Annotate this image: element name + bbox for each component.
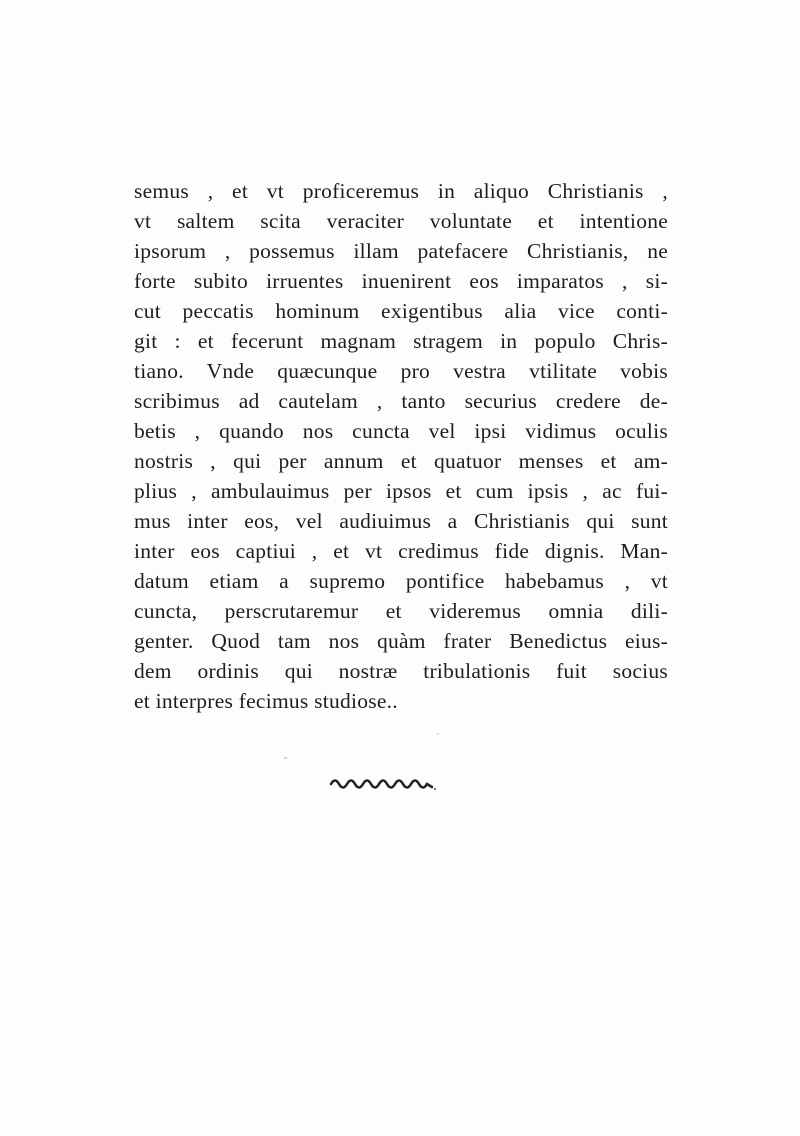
- text-line: semus , et vt proficeremus in aliquo Christianis ,: [134, 179, 668, 203]
- scan-speck: [437, 733, 439, 735]
- text-line: datum etiam a supremo pontifice habebamus , vt: [134, 569, 668, 593]
- wavy-rule-ornament-icon: [328, 772, 440, 794]
- text-line: nostris , qui per annum et quatuor menses et am-: [134, 449, 668, 473]
- text-line: git : et fecerunt magnam stragem in populo Chris-: [134, 329, 668, 353]
- text-line: ipsorum , possemus illam patefacere Christianis, ne: [134, 239, 668, 263]
- text-line: inter eos captiui , et vt credimus fide dignis. Man-: [134, 539, 668, 563]
- text-line: plius , ambulauimus per ipsos et cum ipsis , ac fui-: [134, 479, 668, 503]
- text-line: mus inter eos, vel audiuimus a Christianis qui sunt: [134, 509, 668, 533]
- scan-speck: [284, 757, 287, 759]
- text-line: cuncta, perscrutaremur et videremus omnia dili-: [134, 599, 668, 623]
- text-line: et interpres fecimus studiose..: [134, 689, 398, 713]
- text-line: cut peccatis hominum exigentibus alia vice conti-: [134, 299, 668, 323]
- text-line: scribimus ad cautelam , tanto securius credere de-: [134, 389, 668, 413]
- text-line: forte subito irruentes inuenirent eos imparatos , si-: [134, 269, 668, 293]
- body-text-block: [134, 176, 668, 716]
- text-line: dem ordinis qui nostræ tribulationis fuit socius: [134, 659, 668, 683]
- text-line: betis , quando nos cuncta vel ipsi vidimus oculis: [134, 419, 668, 443]
- text-line: tiano. Vnde quæcunque pro vestra vtilitate vobis: [134, 359, 668, 383]
- text-line: genter. Quod tam nos quàm frater Benedictus eius-: [134, 629, 668, 653]
- text-line: vt saltem scita veraciter voluntate et intentione: [134, 209, 668, 233]
